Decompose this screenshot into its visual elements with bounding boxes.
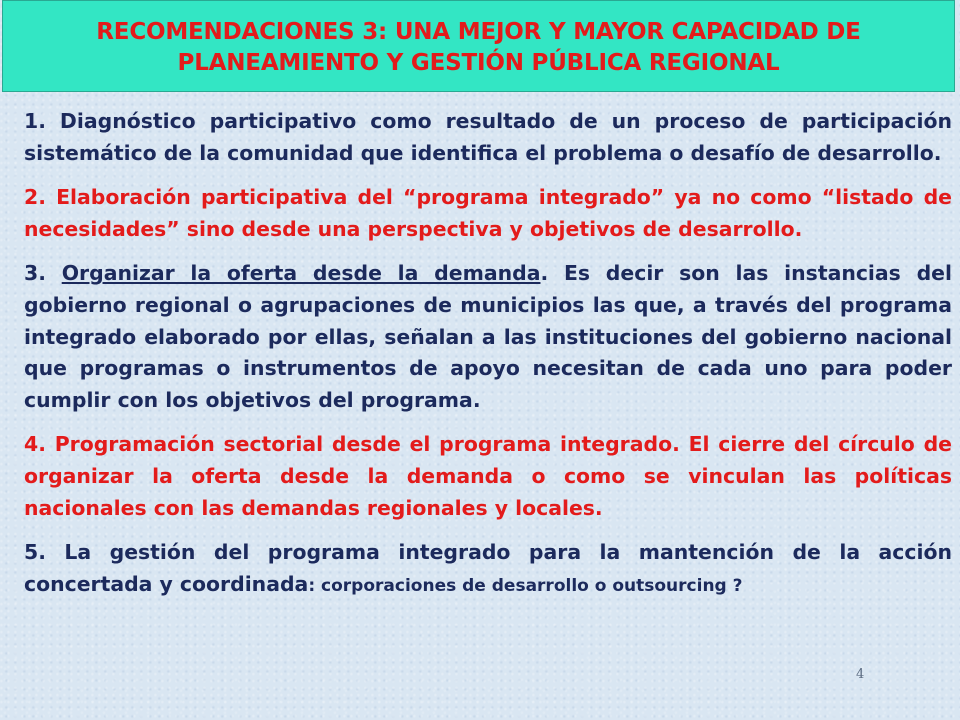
recommendation-item-5-main: 5. La gestión del programa integrado para la mantención de la acción concertada y coordinada <box>24 540 952 596</box>
recommendation-item-2: 2. Elaboración participativa del “programa integrado” ya no como “listado de necesidades” sino desde una perspectiva y objetivos de desarrollo. <box>24 185 952 241</box>
recommendation-item-3-rest: . Es decir son las instancias del gobierno regional o agrupaciones de municipios las que, a través del programa integrado elaborado por ellas, señalan a las instituciones del gobierno nacional que programas o instrumentos de apoyo necesitan de cada uno para poder cumplir con los objetivos del programa. <box>24 261 952 412</box>
recommendation-item-4: 4. Programación sectorial desde el programa integrado. El cierre del círculo de organizar la oferta desde la demanda o como se vinculan las políticas nacionales con las demandas regionales y locales. <box>24 432 952 520</box>
recommendations-list <box>24 106 952 615</box>
slide-title-line-2: PLANEAMIENTO Y GESTIÓN PÚBLICA REGIONAL <box>177 50 780 76</box>
slide-title-line-1: RECOMENDACIONES 3: UNA MEJOR Y MAYOR CAPACIDAD DE <box>96 19 861 45</box>
page-number: 4 <box>856 667 865 682</box>
recommendation-item-3-prefix: 3. <box>24 261 62 286</box>
recommendation-item-3 <box>24 258 952 416</box>
slide-title-box <box>2 0 955 92</box>
recommendation-item-5 <box>24 537 952 602</box>
recommendation-item-3-underlined: Organizar la oferta desde la demanda <box>61 261 541 286</box>
recommendation-item-1: 1. Diagnóstico participativo como resultado de un proceso de participación sistemático de la comunidad que identifica el problema o desafío de desarrollo. <box>24 109 952 165</box>
recommendation-item-5-tail: : corporaciones de desarrollo o outsourcing ? <box>308 575 743 596</box>
